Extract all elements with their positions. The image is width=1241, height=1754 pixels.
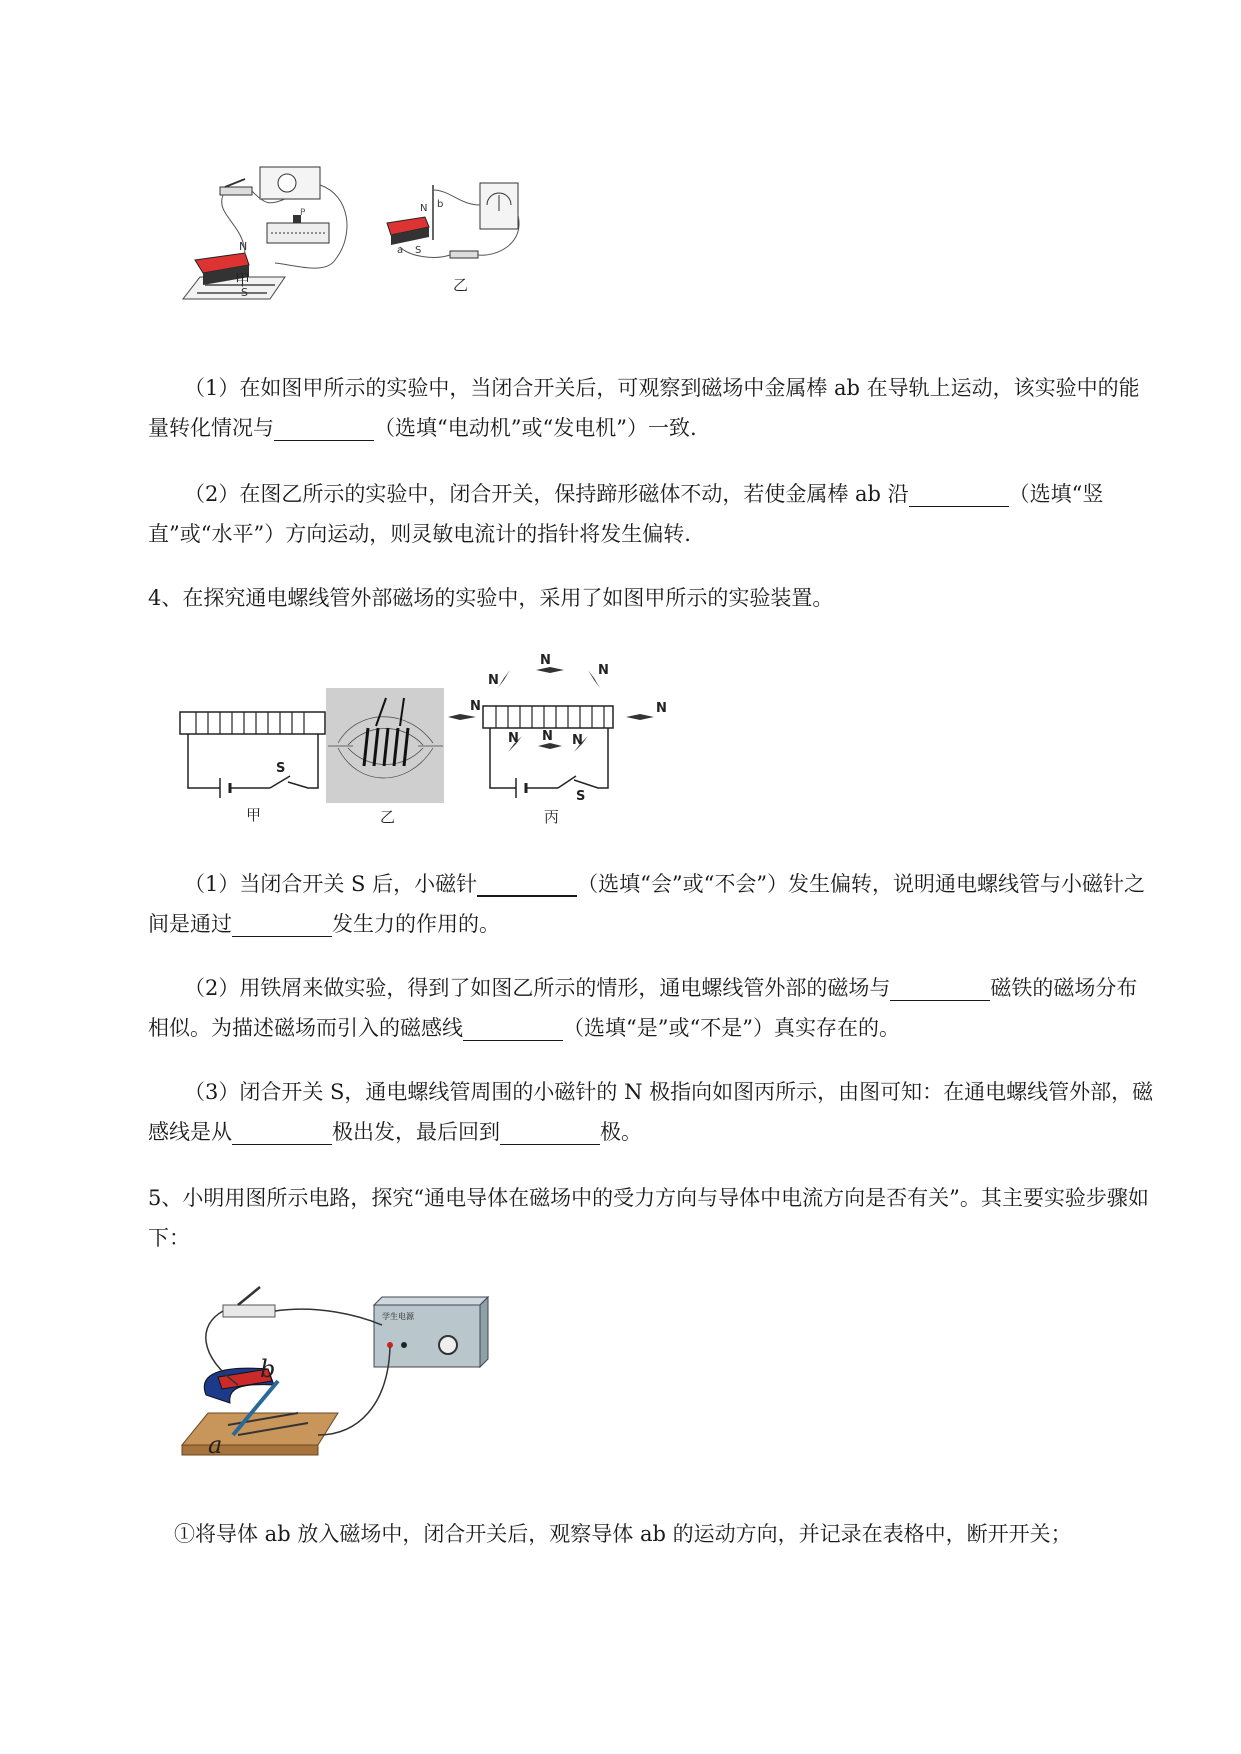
answer-blank[interactable] bbox=[890, 976, 990, 1001]
q5-figure bbox=[178, 1285, 498, 1475]
caption-jia: 甲 bbox=[235, 271, 251, 289]
power-box-top bbox=[374, 1297, 488, 1305]
label-n-right: N bbox=[656, 701, 667, 716]
answer-blank[interactable] bbox=[477, 871, 577, 897]
label-n: N bbox=[239, 240, 248, 253]
label-p: P bbox=[300, 208, 306, 218]
label-s-2: S bbox=[576, 789, 586, 804]
answer-blank[interactable] bbox=[500, 1120, 600, 1145]
label-b: b bbox=[437, 199, 444, 210]
q4-figure bbox=[178, 648, 723, 828]
label-s-2: S bbox=[415, 245, 422, 256]
label-b: b bbox=[260, 1355, 276, 1383]
label-n-top: N bbox=[540, 653, 551, 668]
q3-part1: （1）在如图甲所示的实验中，当闭合开关后，可观察到磁场中金属棒 ab 在导轨上运动，该实验中的能量转化情况与 （选填“电动机”或“发电机”）一致. bbox=[148, 376, 1140, 440]
base-board bbox=[183, 277, 285, 299]
label-n-inner-1: N bbox=[508, 731, 519, 746]
switch-s-2 bbox=[558, 776, 576, 788]
label-n-left: N bbox=[470, 699, 481, 714]
power-knob bbox=[278, 174, 296, 192]
label-s: S bbox=[276, 761, 286, 776]
wire bbox=[275, 1309, 382, 1325]
label-n-upper-left: N bbox=[488, 673, 499, 688]
answer-blank[interactable] bbox=[232, 912, 332, 937]
solenoid bbox=[180, 712, 325, 734]
q3-figure bbox=[175, 165, 595, 325]
label-a: a bbox=[208, 1431, 223, 1459]
q5-step1: ①将导体 ab 放入磁场中，闭合开关后，观察导体 ab 的运动方向，并记录在表格中，断开开关； bbox=[174, 1522, 1072, 1546]
label-n-inner-2: N bbox=[542, 729, 553, 744]
label-n-upper-right: N bbox=[598, 663, 609, 678]
q3-part2: （2）在图乙所示的实验中，闭合开关，保持蹄形磁体不动，若使金属棒 ab 沿 （选填“竖直”或“水平”）方向运动，则灵敏电流计的指针将发生偏转. bbox=[148, 482, 1104, 546]
wire bbox=[400, 247, 450, 257]
label-a: a bbox=[397, 245, 404, 256]
answer-blank[interactable] bbox=[274, 416, 374, 441]
wooden-base bbox=[182, 1413, 338, 1445]
circuit-wire bbox=[188, 734, 318, 788]
caption-yi: 乙 bbox=[380, 808, 396, 826]
switch-2 bbox=[450, 251, 478, 258]
knife-switch bbox=[223, 1305, 275, 1317]
answer-blank[interactable] bbox=[463, 1016, 563, 1041]
q4-part3: （3）闭合开关 S，通电螺线管周围的小磁针的 N 极指向如图丙所示，由图可知：在通电螺线管外部，磁感线是从 极出发，最后回到 极。 bbox=[148, 1080, 1154, 1144]
switch-s bbox=[270, 776, 290, 788]
solenoid-2 bbox=[483, 706, 613, 728]
label-s: S bbox=[241, 286, 248, 299]
q4-part1: （1）当闭合开关 S 后，小磁针 （选填“会”或“不会”）发生偏转，说明通电螺线管与小磁针之间是通过 发生力的作用的。 bbox=[148, 872, 1146, 936]
label-n-2: N bbox=[420, 203, 428, 214]
q4-part2: （2）用铁屑来做实验，得到了如图乙所示的情形，通电螺线管外部的磁场与 磁铁的磁场分布相似。为描述磁场而引入的磁感线 （选填“是”或“不是”）真实存在的。 bbox=[148, 976, 1138, 1040]
switch bbox=[220, 187, 252, 195]
caption-bing: 丙 bbox=[544, 808, 560, 826]
answer-blank[interactable] bbox=[232, 1120, 332, 1145]
answer-blank[interactable] bbox=[909, 482, 1009, 507]
power-label: 学生电源 bbox=[382, 1312, 414, 1321]
q5-stem: 5、小明用图所示电路，探究“通电导体在磁场中的受力方向与导体中电流方向是否有关”。其主要实验步骤如下： bbox=[148, 1186, 1149, 1250]
q4-stem: 4、在探究通电螺线管外部磁场的实验中，采用了如图甲所示的实验装置。 bbox=[148, 586, 834, 610]
power-knob bbox=[439, 1336, 457, 1354]
caption-yi: 乙 bbox=[453, 276, 469, 294]
caption-jia: 甲 bbox=[246, 806, 262, 824]
label-n-inner-3: N bbox=[572, 733, 583, 748]
